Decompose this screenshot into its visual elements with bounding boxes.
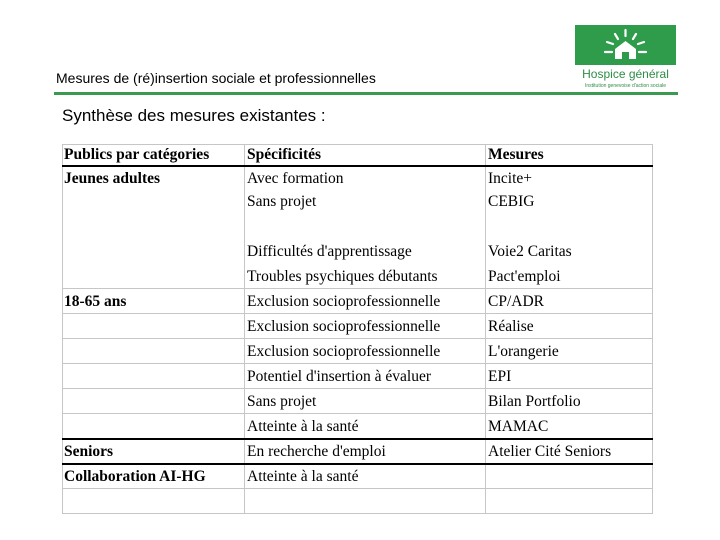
measure-cell: MAMAC bbox=[488, 418, 549, 435]
specificity-cell: Sans projet bbox=[247, 193, 317, 210]
header-underline bbox=[62, 165, 653, 167]
measure-cell: Incite+ bbox=[488, 170, 533, 187]
table-border-left bbox=[62, 144, 63, 514]
category-cell: Seniors bbox=[64, 443, 114, 460]
row-divider bbox=[62, 313, 653, 314]
measure-cell: EPI bbox=[488, 368, 512, 385]
row-divider bbox=[62, 388, 653, 389]
column-divider bbox=[244, 144, 245, 514]
specificity-cell: Atteinte à la santé bbox=[247, 418, 359, 435]
specificity-cell: Troubles psychiques débutants bbox=[247, 268, 438, 285]
row-divider bbox=[62, 363, 653, 364]
specificity-cell: Exclusion socioprofessionnelle bbox=[247, 318, 441, 335]
measure-cell: Atelier Cité Seniors bbox=[488, 443, 612, 460]
header-categories: Publics par catégories bbox=[64, 146, 210, 163]
row-divider bbox=[62, 488, 653, 489]
specificity-cell: Avec formation bbox=[247, 170, 344, 187]
logo-name: Hospice général bbox=[582, 67, 669, 81]
logo-box bbox=[575, 25, 676, 65]
row-divider bbox=[62, 413, 653, 414]
hospice-general-logo bbox=[575, 25, 677, 94]
specificity-cell: Exclusion socioprofessionnelle bbox=[247, 293, 441, 310]
row-divider bbox=[62, 338, 653, 339]
section-divider bbox=[62, 438, 653, 440]
specificity-cell: Potentiel d'insertion à évaluer bbox=[247, 368, 432, 385]
logo-tagline: Institution genevoise d'action sociale bbox=[584, 83, 666, 89]
category-cell: Collaboration AI-HG bbox=[64, 468, 206, 485]
table-border-bottom bbox=[62, 513, 653, 514]
measure-cell: CEBIG bbox=[488, 193, 535, 210]
measure-cell: Bilan Portfolio bbox=[488, 393, 581, 410]
measures-table bbox=[62, 144, 652, 514]
category-cell: 18-65 ans bbox=[64, 293, 127, 310]
page-title: Mesures de (ré)insertion sociale et professionnelles bbox=[56, 70, 376, 86]
measure-cell: Voie2 Caritas bbox=[488, 243, 572, 260]
category-cell: Jeunes adultes bbox=[64, 170, 161, 187]
specificity-cell: Sans projet bbox=[247, 393, 317, 410]
section-divider bbox=[62, 463, 653, 465]
specificity-cell: En recherche d'emploi bbox=[247, 443, 386, 460]
specificity-cell: Difficultés d'apprentissage bbox=[247, 243, 412, 260]
table-border-right bbox=[652, 144, 653, 514]
measure-cell: CP/ADR bbox=[488, 293, 544, 310]
measure-cell: Pact'emploi bbox=[488, 268, 561, 285]
header-specificities: Spécificités bbox=[247, 146, 322, 163]
column-divider bbox=[485, 144, 486, 514]
header-measures: Mesures bbox=[488, 146, 544, 163]
house-sun-icon bbox=[575, 25, 676, 65]
specificity-cell: Atteinte à la santé bbox=[247, 468, 359, 485]
measure-cell: Réalise bbox=[488, 318, 534, 335]
measure-cell: L'orangerie bbox=[488, 343, 559, 360]
specificity-cell: Exclusion socioprofessionnelle bbox=[247, 343, 441, 360]
section-subtitle: Synthèse des mesures existantes : bbox=[62, 106, 326, 125]
row-divider bbox=[62, 288, 653, 289]
